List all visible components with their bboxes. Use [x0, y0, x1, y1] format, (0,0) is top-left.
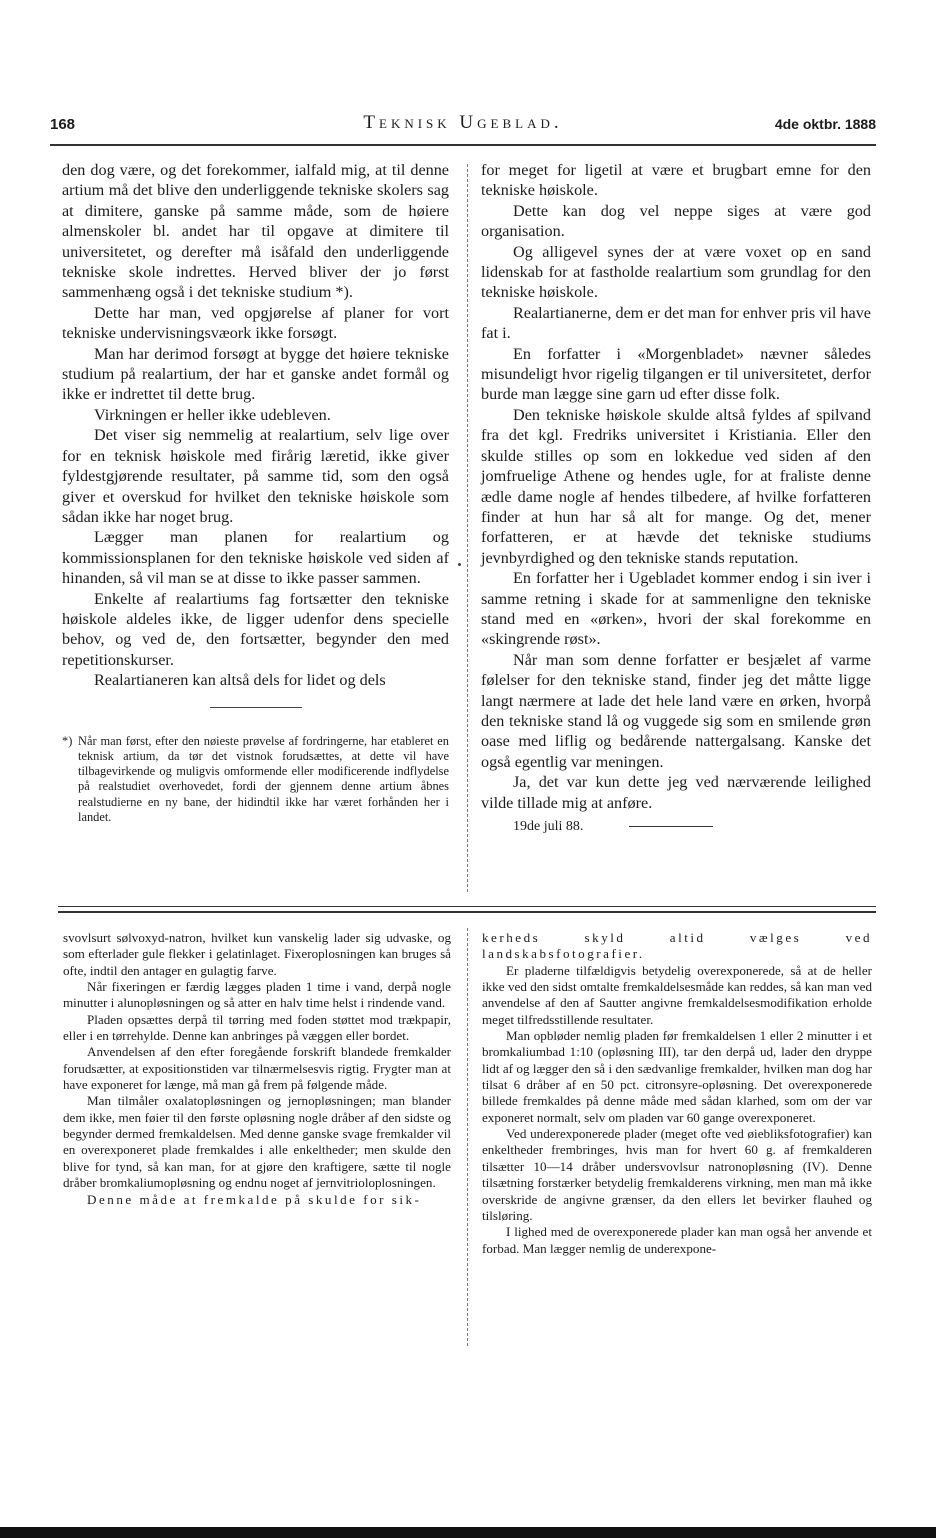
footnote-mark: *)	[62, 733, 73, 748]
scan-edge	[0, 1527, 936, 1538]
ink-speck	[458, 563, 461, 566]
section-rule-top	[58, 906, 876, 907]
paragraph: Er pladerne tilfældigvis betydelig overexponerede, så at de heller ikke ved den sidst omtalte fremkaldelsesmåde kan reddes, så kan man ved anvendelse af den af Sautter angivne fremkaldelsesmodifikation erholde meget tilfredsstillende resultater.	[482, 962, 872, 1027]
paragraph: Man tilmåler oxalatopløsningen og jernopløsningen; man blander dem ikke, men føier til den første opløsning nogle dråber af den sidste og begynder dermed fremkaldelsen. Med denne ganske svage fremkalder vil en overexponeret plade fremkaldes i alle enkeltheder; men skulde den blive for tynd, så kan man, for at gjøre den kraftigere, sætte til nogle dråber bromkaliumopløsning og endnu noget af jernvitrioloplosningen.	[63, 1093, 451, 1191]
paragraph: Dette har man, ved opgjørelse af planer for vort tekniske undervisningsvæork ikke forsøgt.	[62, 303, 449, 343]
paragraph: Man opbløder nemlig pladen før fremkaldelsen 1 eller 2 minutter i et bromkaliumbad 1:10 (opløsning III), tar den derpå ud, lader den dryppe lidt af og lægger den så i den sædvanlige fremkalder, hvilken man dog har tilsat 6 dråber af en 50 pct. citronsyre-opløsning. Det overexponerede billede fremkaldes på denne måde med sådan klarhed, som om der var exponeret normalt, selv om pladen var 60 gange overexponeret.	[482, 1028, 872, 1125]
column-divider	[467, 164, 468, 892]
top-right-column	[481, 160, 871, 837]
paragraph: Når man som denne forfatter er besjælet af varme følelser for den tekniske stand, finder jeg det måtte ligge langt nærmere at lade det hele land være en ørken, hvorpå den tekniske stand lå og vuggede sig som en smilende grøn oase med liflig og bedårende nattergalsang. Kanske det også egentlig var meningen.	[481, 650, 871, 771]
bottom-left-column	[63, 930, 451, 1208]
paragraph: Virkningen er heller ikke udebleven.	[94, 405, 331, 424]
paragraph: Ved underexponerede plader (meget ofte ved øiebliksfotografier) kan enkeltheder frembringes, hvis man for hvert 60 g. af fremkalderen tilsætter 10—14 dråber undersvovlsur natronopløsning (IV). Denne tilsætning forstærker betydelig fremkalderens virkning, men man må ikke overskride de angivne grænser, da den ellers let bevirker flauhed og tilsløring.	[482, 1126, 872, 1223]
paragraph: Lægger man planen for realartium og kommissionsplanen for den tekniske høiskole ved siden af hinanden, så vil man se at disse to ikke passer sammen.	[62, 528, 449, 588]
paragraph: Den tekniske høiskole skulde altså fyldes af spilvand fra det kgl. Fredriks universitet i Kristiania. Eller den skulde stilles op som en lokkedue ved siden af den jomfruelige Athene og hendes ugle, for at fraliste denne ædle dame nogle af hendes tilbedere, af hvilke forfatteren finder at hun har så alt for mange. Og det, mener forfatteren, er at hævde det tekniske studiums jevnbyrdighed og den tekniske stands reputation.	[481, 405, 871, 567]
header-rule	[50, 144, 876, 146]
paragraph: Det viser sig nemmelig at realartium, selv lige over for en teknisk høiskole med firårig læretid, ikke giver fyldestgjørende resultater, på samme tid, som den også giver et overskud for hvilket den tekniske høiskole som sådan ikke har noget brug.	[62, 426, 449, 526]
column-divider	[467, 928, 468, 1346]
footnote	[62, 734, 449, 826]
spaced-paragraph: Denne måde at fremkalde på skulde for sik-	[87, 1191, 422, 1207]
paragraph: Enkelte af realartiums fag fortsætter den tekniske høiskole aldeles ikke, de ligger udenfor dens specielle behov, og ved de, den fortsætter, begynder den med repetitionskurser.	[62, 589, 449, 669]
paragraph: Pladen opsættes derpå til tørring med foden støttet mod trækpapir, eller i en tørrehylde. Denne kan anbringes på væggen eller bordet.	[63, 1011, 451, 1044]
paragraph: Og alligevel synes der at være voxet op en sand lidenskab for at fastholde realartium som grundlag for den tekniske høiskole.	[481, 242, 871, 302]
paragraph: En forfatter i «Morgenbladet» nævner således misundeligt hvor rigelig tilgangen er til universitetet, derfor burde man lægge sine garn ud efter disse folk.	[481, 344, 871, 404]
paragraph: Dette kan dog vel neppe siges at være god organisation.	[481, 201, 871, 241]
paragraph: Anvendelsen af den efter foregående forskrift blandede fremkalder forudsætter, at expositionstiden var tilnærmelsesvis rigtig. Frygter man at have exponeret for længe, må man gå frem på følgende måde.	[63, 1044, 451, 1093]
section-rule-bottom	[58, 911, 876, 913]
paragraph: Når fixeringen er færdig lægges pladen 1 time i vand, derpå nogle minutter i alunopløsningen og så atter en halv time helst i rindende vand.	[63, 979, 451, 1011]
spaced-paragraph: kerheds skyld altid vælges ved landskabsfotografier.	[482, 930, 872, 962]
page-header	[50, 112, 876, 138]
signature-date: 19de juli 88.	[513, 819, 584, 834]
page-number: 168	[50, 116, 76, 133]
paragraph: den dog være, og det forekommer, ialfald mig, at til denne artium må det blive den underliggende tekniske skolers sag at dimitere, ganske på samme måde, som de høiere almenskoler bl. andet har til opgave at dimitere til universitetet, og derefter må isåfald den underliggende tekniske skole indrettes. Herved bliver der jo først sammenhæng også i det tekniske studium *).	[62, 161, 449, 302]
top-left-column	[62, 160, 449, 825]
issue-date: 4de oktbr. 1888	[774, 116, 876, 132]
journal-title: Teknisk Ugeblad.	[363, 112, 563, 133]
paragraph: En forfatter her i Ugebladet kommer endog i sin iver i samme retning i skade for at sammenligne den tekniske stand med en «ørken», hvori der skal forekomme en «skingrende røst».	[481, 569, 871, 649]
footnote-text: Når man først, efter den nøieste prøvelse af fordringerne, har etableret en teknisk artium, da tør det vistnok forudsættes, at dette vil have tilbagevirkende og muligvis omformende eller modificerende indflydelse på realstudiet overhovedet, fordi der gjennem denne artium åbnes realstudierne en ny bane, der hidindtil ikke har været forhånden her i landet.	[78, 733, 449, 825]
paragraph: for meget for ligetil at være et brugbart emne for den tekniske høiskole.	[481, 161, 871, 200]
footnote-separator	[210, 707, 302, 708]
paragraph: Ja, det var kun dette jeg ved nærværende leilighed vilde tillade mig at anføre.	[481, 773, 871, 812]
signature-line	[481, 817, 871, 837]
paragraph: Man har derimod forsøgt at bygge det høiere tekniske studium på realartium, der har et ganske andet formål og ikke er indrettet til dette brug.	[62, 344, 449, 404]
closing-rule	[629, 826, 713, 827]
paragraph: I lighed med de overexponerede plader kan man også her anvende et forbad. Man lægger nemlig de underexpone-	[482, 1224, 872, 1256]
paragraph: svovlsurt sølvoxyd-natron, hvilket kun vanskelig lader sig udvaske, og som efterlader gule flekker i gelatinlaget. Fixeroplosningen kan bruges så ofte, indtil den antager en gulagtig farve.	[63, 930, 451, 978]
paragraph: Realartianerne, dem er det man for enhver pris vil have fat i.	[481, 303, 871, 343]
bottom-right-column	[482, 930, 872, 1257]
paragraph: Realartianeren kan altså dels for lidet og dels	[94, 671, 386, 690]
